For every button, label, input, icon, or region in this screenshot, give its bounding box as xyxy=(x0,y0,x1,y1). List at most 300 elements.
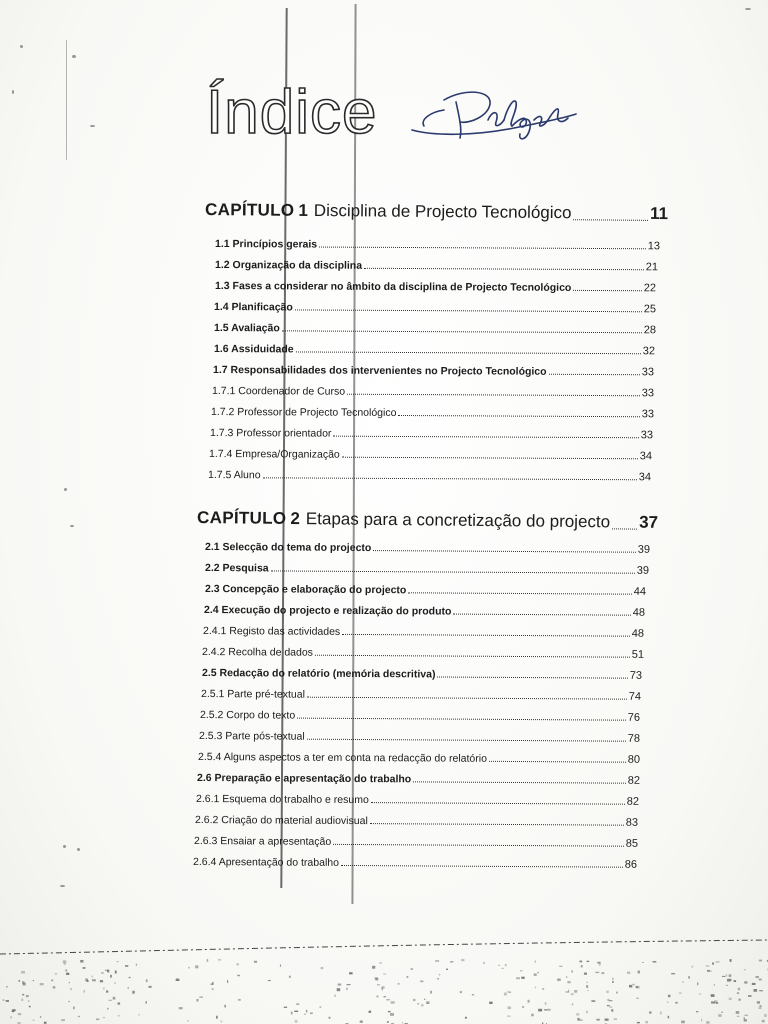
scan-noise-speck xyxy=(460,991,462,993)
scan-noise-speck xyxy=(109,1000,113,1001)
leader-dots xyxy=(347,394,640,397)
scan-noise-speck xyxy=(542,988,544,990)
scan-noise-speck xyxy=(100,980,103,982)
leader-dots xyxy=(549,374,640,375)
scan-noise-speck xyxy=(754,989,758,992)
scan-noise-speck xyxy=(522,1006,524,1008)
scan-noise-speck xyxy=(116,961,118,962)
scan-noise-speck xyxy=(591,1000,595,1002)
scan-noise-speck xyxy=(360,1021,363,1023)
scan-noise-speck xyxy=(504,993,507,996)
scan-noise-speck xyxy=(237,963,239,965)
scan-noise-speck xyxy=(721,1012,723,1013)
toc-entry xyxy=(214,343,655,357)
scan-noise-speck xyxy=(61,1019,65,1021)
scan-noise-speck xyxy=(586,982,587,983)
scan-noise-speck xyxy=(535,960,536,962)
scan-noise-speck xyxy=(701,1019,702,1022)
toc-entry-title: 2.4 Execução do projecto e realização do produto xyxy=(204,604,452,618)
scan-noise-speck xyxy=(23,983,26,986)
scan-noise-speck xyxy=(384,996,387,997)
leader-dots xyxy=(341,865,623,868)
leader-dots xyxy=(319,247,646,250)
toc-entry-title: 1.3 Fases a considerar no âmbito da disciplina de Projecto Tecnológico xyxy=(215,280,572,294)
scan-noise-speck xyxy=(110,975,112,978)
scan-noise xyxy=(0,914,768,1024)
scan-noise-speck xyxy=(430,991,431,994)
scan-noise-speck xyxy=(216,1016,218,1019)
scan-noise-speck xyxy=(671,973,675,974)
scan-noise-speck xyxy=(136,964,137,966)
scan-noise-speck xyxy=(712,962,714,965)
scan-noise-speck xyxy=(729,974,732,977)
toc-entry-page-number: 13 xyxy=(647,240,661,253)
scan-noise-speck xyxy=(3,999,4,1001)
scan-noise-speck xyxy=(691,966,693,968)
scan-noise-speck xyxy=(739,999,741,1001)
toc-entry-title: 2.4.2 Recolha de dados xyxy=(202,646,313,659)
toc-entry-title: 2.5.2 Corpo do texto xyxy=(200,709,296,722)
scan-noise-speck xyxy=(12,1009,15,1011)
toc-entry xyxy=(208,469,651,483)
scan-noise-speck xyxy=(346,988,348,991)
scan-noise-speck xyxy=(29,1006,31,1008)
scan-noise-speck xyxy=(709,971,712,972)
scan-noise-speck xyxy=(760,1005,762,1007)
scan-noise-speck xyxy=(69,982,70,983)
toc-entry-page-number: 44 xyxy=(633,585,647,598)
scan-noise-speck xyxy=(306,1010,307,1013)
scan-noise-speck xyxy=(499,965,501,966)
scan-noise-speck xyxy=(321,967,324,969)
toc-entry-page-number: 76 xyxy=(627,711,641,724)
scan-noise-speck xyxy=(711,1002,715,1004)
toc-entry-title: 1.6 Assiduidade xyxy=(214,343,294,356)
scan-noise-speck xyxy=(10,1016,11,1018)
leader-dots xyxy=(307,697,627,700)
toc-entry-title: 2.2 Pesquisa xyxy=(205,562,269,575)
toc-entry xyxy=(202,667,642,682)
scan-noise-speck xyxy=(757,1001,760,1003)
scan-noise-speck xyxy=(538,972,539,973)
scan-noise-speck xyxy=(420,981,423,983)
scan-noise-speck xyxy=(28,1001,30,1002)
toc-entry xyxy=(196,793,639,808)
toc-entry-title: 1.4 Planificação xyxy=(214,301,293,314)
scan-noise-speck xyxy=(752,983,756,985)
chapter-label: CAPÍTULO xyxy=(197,508,287,528)
leader-dots xyxy=(333,436,638,439)
scan-noise-speck xyxy=(577,1018,579,1021)
scan-noise-speck xyxy=(744,981,747,983)
scan-noise-speck xyxy=(107,970,109,973)
toc-entry-title: 1.7.5 Aluno xyxy=(208,469,261,482)
scan-noise-speck xyxy=(547,1009,550,1011)
scan-noise-speck xyxy=(727,979,731,982)
scan-noise-speck xyxy=(730,959,732,962)
toc-entry-page-number: 32 xyxy=(642,345,656,358)
scan-noise-speck xyxy=(128,987,129,989)
scan-noise-speck xyxy=(559,966,562,967)
scan-noise-speck xyxy=(736,1011,740,1014)
scan-noise-speck xyxy=(737,992,739,993)
scan-noise-speck xyxy=(595,972,599,973)
leader-dots xyxy=(342,457,638,460)
scan-noise-speck xyxy=(557,979,561,981)
toc-entry xyxy=(194,835,638,850)
scan-noise-speck xyxy=(531,1014,534,1017)
leader-dots xyxy=(371,802,625,805)
scan-noise-speck xyxy=(407,976,409,977)
scan-noise-speck xyxy=(21,999,23,1001)
scan-noise-speck xyxy=(294,1011,298,1012)
scan-noise-speck xyxy=(660,1011,661,1014)
leader-dots xyxy=(573,290,641,291)
scan-noise-speck xyxy=(33,1020,35,1021)
scan-noise-speck xyxy=(118,1015,120,1016)
scan-noise-speck xyxy=(176,979,180,981)
toc-entry xyxy=(215,259,658,273)
scan-noise-speck xyxy=(544,1009,547,1010)
scan-noise-speck xyxy=(507,1016,511,1017)
leader-dots xyxy=(297,718,626,721)
scan-noise-speck xyxy=(461,959,464,961)
leader-dots xyxy=(373,550,635,553)
scan-noise-speck xyxy=(426,1001,429,1004)
scan-noise-speck xyxy=(465,1017,467,1019)
scan-noise-speck xyxy=(179,1007,183,1009)
scan-noise-speck xyxy=(320,1006,322,1008)
toc-entry-page-number: 34 xyxy=(638,471,652,484)
scan-noise-speck xyxy=(601,972,604,974)
toc-entry-title: 2.5.1 Parte pré-textual xyxy=(201,688,305,701)
toc-entry xyxy=(200,709,640,724)
toc-entry xyxy=(215,280,656,294)
scan-noise-speck xyxy=(220,1021,222,1023)
toc-entry-title: 1.1 Princípios gerais xyxy=(215,238,318,251)
scan-noise-speck xyxy=(744,1017,746,1019)
toc-entry-title: 1.7.2 Professor de Projecto Tecnológico xyxy=(211,406,397,419)
toc-entry xyxy=(209,448,652,462)
scan-noise-speck xyxy=(83,967,86,969)
scan-noise-speck xyxy=(21,971,25,974)
scan-noise-speck xyxy=(73,1007,74,1010)
scan-noise-speck xyxy=(63,960,67,963)
scan-noise-speck xyxy=(280,965,281,967)
scan-noise-speck xyxy=(759,990,763,991)
scan-noise-speck xyxy=(607,1005,610,1006)
scan-noise-speck xyxy=(197,999,198,1000)
toc-entry-title: 2.6.1 Esquema do trabalho e resumo xyxy=(196,793,369,807)
scan-noise-speck xyxy=(587,990,588,991)
scan-noise-speck xyxy=(188,967,189,969)
scan-noise-speck xyxy=(66,973,69,975)
scan-noise-speck xyxy=(379,962,382,963)
scan-noise-speck xyxy=(681,1021,685,1024)
chapter-page-number: 37 xyxy=(639,512,659,532)
scan-noise-speck xyxy=(146,979,148,982)
toc-entry xyxy=(212,385,654,399)
scan-noise-speck xyxy=(616,992,617,994)
toc-entry xyxy=(202,646,644,661)
chapter-label: CAPÍTULO xyxy=(205,200,295,220)
scan-noise-speck xyxy=(597,962,600,964)
scan-noise-speck xyxy=(572,970,573,973)
scan-noise-speck xyxy=(580,961,583,963)
scan-noise-speck xyxy=(125,965,128,967)
scan-noise-speck xyxy=(748,995,752,997)
scan-noise-speck xyxy=(607,999,609,1001)
scan-noise-speck xyxy=(729,998,732,1000)
toc-entry-title: 1.5 Avaliação xyxy=(214,322,280,335)
scan-noise-speck xyxy=(33,980,34,981)
scan-noise-speck xyxy=(107,1008,108,1010)
scan-noise-speck xyxy=(614,1018,617,1020)
chapter-heading xyxy=(197,508,658,533)
scan-noise-speck xyxy=(372,966,375,969)
scan-noise-speck xyxy=(446,969,448,970)
scan-noise-speck xyxy=(759,1008,762,1009)
scan-noise-speck xyxy=(96,1019,99,1021)
scan-noise-speck xyxy=(638,971,640,974)
scan-noise-speck xyxy=(349,972,353,974)
scan-noise-speck xyxy=(218,959,221,961)
scan-noise-speck xyxy=(520,970,523,972)
toc-entry-title: 2.5 Redacção do relatório (memória descritiva) xyxy=(202,667,436,681)
scan-noise-speck xyxy=(390,1013,394,1016)
scan-noise-speck xyxy=(508,1007,511,1010)
toc-entry xyxy=(205,562,649,577)
scan-noise-speck xyxy=(649,1012,651,1014)
scan-noise-speck xyxy=(225,1005,226,1008)
scan-noise-speck xyxy=(44,1022,47,1024)
scan-noise-speck xyxy=(149,986,152,988)
toc-entry-page-number: 82 xyxy=(626,795,640,808)
scan-noise-speck xyxy=(509,992,510,993)
leader-dots xyxy=(295,309,642,312)
toc-entry-title: 2.4.1 Registo das actividades xyxy=(203,625,341,638)
scan-noise-speck xyxy=(386,999,389,1000)
toc-entry-title: 1.7.3 Professor orientador xyxy=(210,427,332,440)
scan-noise-speck xyxy=(606,991,608,993)
scan-noise-speck xyxy=(115,971,117,974)
toc-entry-page-number: 48 xyxy=(631,627,645,640)
scan-noise-line xyxy=(0,940,768,954)
scan-noise-speck xyxy=(55,973,58,974)
scan-noise-speck xyxy=(338,984,342,986)
toc-entry-title: 2.1 Selecção do tema do projecto xyxy=(205,541,372,555)
scan-noise-speck xyxy=(375,978,378,980)
scan-noise-speck xyxy=(398,983,400,985)
toc-entry-title: 2.6.3 Ensaiar a apresentação xyxy=(194,835,332,848)
scan-noise-speck xyxy=(129,977,131,978)
toc-entry-title: 2.6.4 Apresentação do trabalho xyxy=(193,856,340,869)
toc-entry-page-number: 25 xyxy=(643,303,657,316)
toc-entry-page-number: 48 xyxy=(632,606,646,619)
scan-noise-speck xyxy=(629,985,632,988)
scan-noise-speck xyxy=(716,961,720,962)
chapter-title xyxy=(205,200,572,223)
toc-entry-page-number: 28 xyxy=(643,324,657,337)
scan-noise-speck xyxy=(310,1013,313,1015)
scan-noise-speck xyxy=(637,1022,640,1023)
scan-noise-speck xyxy=(377,984,380,985)
scan-noise-speck xyxy=(711,994,715,997)
scan-noise-speck xyxy=(759,979,762,981)
scan-noise-speck xyxy=(295,1020,298,1023)
scan-noise-speck xyxy=(612,978,613,980)
scan-noise-speck xyxy=(424,999,425,1000)
leader-dots xyxy=(364,268,644,270)
scan-noise-speck xyxy=(675,1002,678,1004)
scan-noise-speck xyxy=(645,1021,648,1023)
scan-noise-speck xyxy=(489,1002,492,1004)
toc-entry-title: 2.6.2 Criação do material audiovisual xyxy=(195,814,368,828)
toc-entry-page-number: 74 xyxy=(628,690,642,703)
scan-noise-speck xyxy=(744,969,746,970)
scan-noise-speck xyxy=(668,1016,669,1019)
page-title: Índice xyxy=(206,78,378,147)
scan-noise-speck xyxy=(688,976,690,978)
scan-noise-speck xyxy=(40,1016,41,1017)
scan-noise-speck xyxy=(756,976,759,978)
toc-entry-page-number: 85 xyxy=(625,837,639,850)
toc-entry-page-number: 73 xyxy=(629,669,643,682)
scan-noise-speck xyxy=(78,1016,80,1017)
toc-entry-title: 1.2 Organização da disciplina xyxy=(215,259,363,272)
scan-noise-speck xyxy=(207,959,209,962)
chapter-number: 2 xyxy=(290,508,300,529)
scan-noise-speck xyxy=(6,1000,9,1002)
scan-noise-speck xyxy=(738,988,740,991)
chapter-page-number: 11 xyxy=(650,203,669,224)
toc-entry xyxy=(215,238,660,252)
scan-noise-speck xyxy=(737,1016,740,1017)
toc-entry xyxy=(205,583,646,598)
toc-entry-page-number: 39 xyxy=(636,564,650,577)
scan-noise-speck xyxy=(113,997,116,1000)
chapter-name: Etapas para a concretização do projecto xyxy=(305,509,611,532)
scan-noise-speck xyxy=(586,985,588,988)
scan-noise-speck xyxy=(682,981,684,982)
scan-noise-speck xyxy=(284,1007,287,1008)
scan-noise-speck xyxy=(567,981,570,983)
scan-noise-speck xyxy=(118,1003,121,1005)
scan-noise-speck xyxy=(391,1001,395,1004)
toc-entry-title: 2.6 Preparação e apresentação do trabalho xyxy=(197,772,412,786)
scan-noise-speck xyxy=(411,968,414,969)
scan-noise-speck xyxy=(627,972,630,974)
scan-noise-speck xyxy=(382,988,383,991)
toc-entry-title: 2.3 Concepção e elaboração do projecto xyxy=(205,583,407,597)
scan-noise-speck xyxy=(291,1012,293,1015)
scan-noise-speck xyxy=(212,988,214,990)
scan-noise-speck xyxy=(199,996,203,997)
scan-noise-speck xyxy=(22,994,24,996)
toc-entry-page-number: 33 xyxy=(641,366,655,379)
scan-noise-speck xyxy=(114,982,116,983)
scan-noise-speck xyxy=(227,980,228,983)
toc-entry xyxy=(213,364,654,378)
scan-noise-speck xyxy=(764,1014,767,1017)
scan-noise-speck xyxy=(653,961,657,963)
toc-entry-title: 2.5.3 Parte pós-textual xyxy=(199,730,305,743)
scan-noise-speck xyxy=(92,979,96,981)
scan-noise-speck xyxy=(572,1004,573,1006)
scan-noise-speck xyxy=(268,980,271,981)
toc-entry xyxy=(210,427,653,441)
scan-noise-speck xyxy=(187,1020,189,1021)
leader-dots xyxy=(296,351,641,354)
scan-noise-speck xyxy=(103,1017,105,1018)
toc-entry-page-number: 83 xyxy=(625,816,639,829)
toc-entry-page-number: 82 xyxy=(627,774,641,787)
toc-entry-page-number: 80 xyxy=(627,753,641,766)
scan-noise-speck xyxy=(101,972,104,974)
leader-dots xyxy=(271,570,635,573)
scan-noise-speck xyxy=(146,1001,147,1003)
leader-dots xyxy=(307,739,626,742)
scan-noise-speck xyxy=(53,986,56,988)
scan-noise-speck xyxy=(632,984,634,986)
scan-noise-speck xyxy=(745,1015,749,1016)
scan-noise-speck xyxy=(334,995,336,997)
scan-noise-speck xyxy=(586,1011,587,1014)
leader-dots xyxy=(315,655,630,658)
scan-noise-speck xyxy=(726,985,728,986)
scan-noise-speck xyxy=(535,987,536,989)
scan-noise-speck xyxy=(611,1009,613,1011)
leader-dots xyxy=(489,761,626,763)
toc-entry xyxy=(199,730,640,745)
toc-entry xyxy=(204,604,645,619)
scan-noise-speck xyxy=(80,960,83,963)
toc-entry xyxy=(203,625,644,640)
toc-entry xyxy=(201,688,641,703)
toc-entry-title: 1.7.1 Coordenador de Curso xyxy=(212,385,346,398)
scan-noise-speck xyxy=(450,961,453,962)
scan-noise-speck xyxy=(587,961,590,962)
scan-noise-speck xyxy=(722,976,725,977)
scan-noise-speck xyxy=(439,974,440,975)
toc-entry xyxy=(195,814,638,829)
leader-dots xyxy=(573,219,648,221)
scan-noise-speck xyxy=(568,990,569,992)
scan-noise-speck xyxy=(437,978,438,980)
scan-noise-speck xyxy=(716,1002,718,1004)
scan-noise-speck xyxy=(289,976,291,978)
scan-noise-speck xyxy=(377,996,379,998)
scan-noise-speck xyxy=(329,1017,331,1019)
scan-noise-speck xyxy=(576,1013,579,1015)
scan-noise-speck xyxy=(92,976,93,978)
scan-noise-speck xyxy=(68,1001,70,1002)
toc-entry-title: 1.7 Responsabilidades dos intervenientes no Projecto Tecnológico xyxy=(213,364,547,378)
scan-noise-speck xyxy=(508,991,509,993)
chapter-number: 1 xyxy=(298,200,308,220)
scan-noise-speck xyxy=(421,1004,424,1006)
scan-noise-speck xyxy=(483,962,484,963)
chapter-title xyxy=(197,508,610,532)
scan-noise-speck xyxy=(6,986,8,987)
scan-noise-speck xyxy=(65,970,67,972)
scan-noise-speck xyxy=(762,1020,765,1023)
scan-noise-speck xyxy=(501,968,503,969)
scan-noise-speck xyxy=(84,990,85,993)
scan-noise-speck xyxy=(574,990,577,993)
scan-noise-speck xyxy=(472,994,474,995)
toc-entry-page-number: 21 xyxy=(645,261,659,274)
